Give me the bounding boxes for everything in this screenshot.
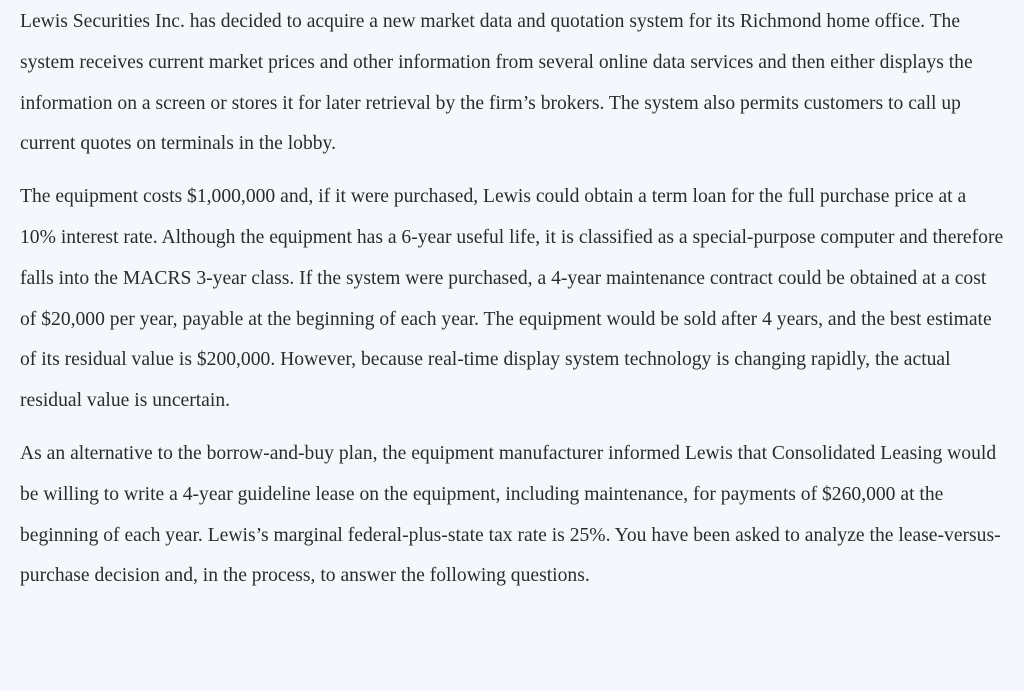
paragraph-lease-alternative: As an alternative to the borrow-and-buy plan, the equipment manufacturer informed Lewis that Consolidated Leasing would be willing to write a 4-year guideline lease on the equipment, including maintenance, for payments of $260,000 at the beginning of each year. Lewis’s marginal federal-plus-state tax rate is 25%. You have been asked to analyze the lease-versus-purchase decision and, in the process, to answer the following questions. [20, 442, 1001, 587]
paragraph-intro: Lewis Securities Inc. has decided to acquire a new market data and quotation system for its Richmond home office. The system receives current market prices and other information from several online data services and then either displays the information on a screen or stores it for later retrieval by the firm’s brokers. The system also permits customers to call up current quotes on terminals in the lobby. [20, 11, 973, 155]
paragraph-equipment-purchase: The equipment costs $1,000,000 and, if it were purchased, Lewis could obtain a term loan for the full purchase price at a 10% interest rate. Although the equipment has a 6-year useful life, it is classified as a special-purpose computer and therefore falls into the MACRS 3-year class. If the system were purchased, a 4-year maintenance contract could be obtained at a cost of $20,000 per year, payable at the beginning of each year. The equipment would be sold after 4 years, and the best estimate of its residual value is $200,000. However, because real-time display system technology is changing rapidly, the actual residual value is uncertain. [20, 186, 1004, 412]
